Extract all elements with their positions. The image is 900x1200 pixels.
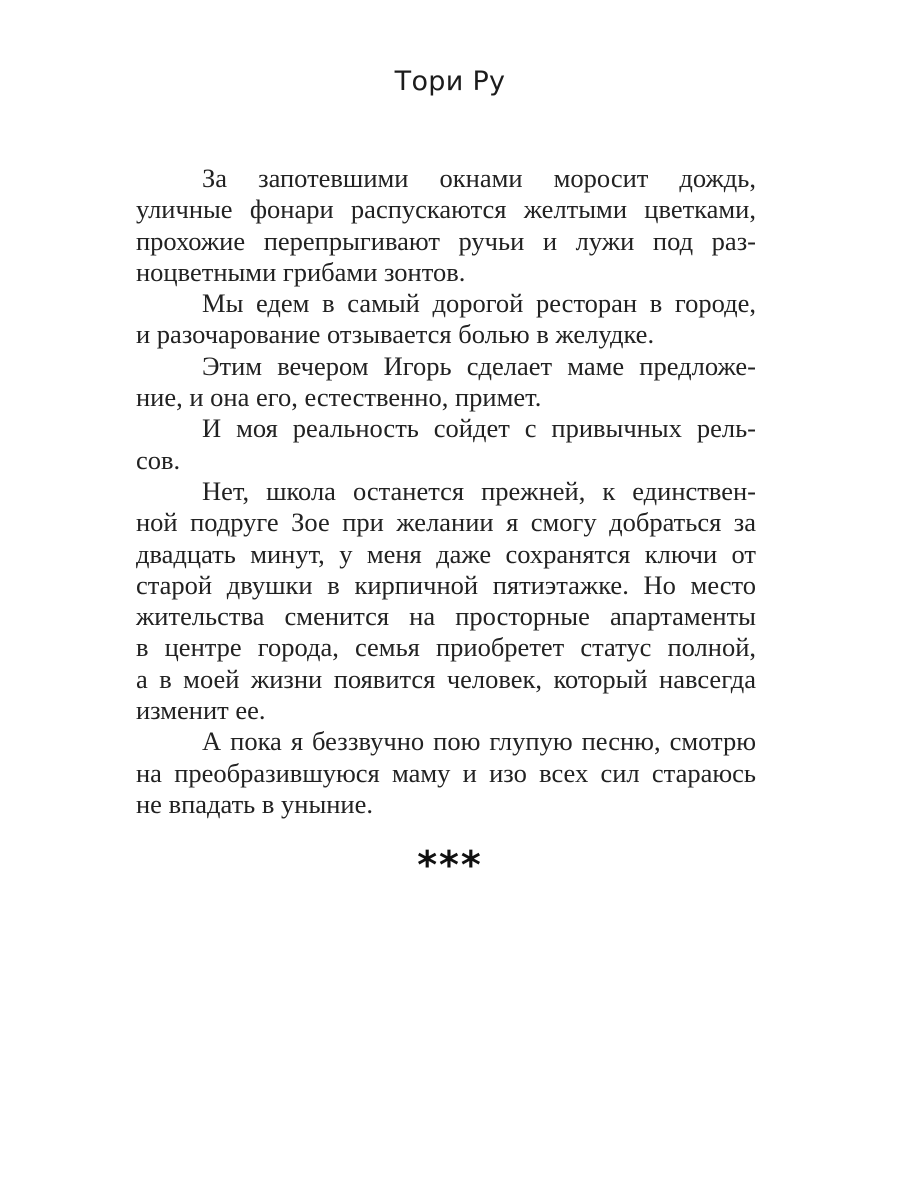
text-line: ние, и она его, естественно, примет.: [136, 382, 542, 413]
text-line: уличные фонари распускаются желтыми цветками,: [136, 194, 756, 225]
text-line: изменит ее.: [136, 695, 266, 726]
text-line: За запотевшими окнами моросит дождь,: [202, 163, 756, 193]
paragraph-5: [136, 476, 756, 726]
text-line: старой двушки в кирпичной пятиэтажке. Но место: [136, 569, 756, 600]
paragraph-3: [136, 351, 756, 414]
text-line: А пока я беззвучно пою глупую песню, смотрю: [202, 726, 756, 757]
text-line: сов.: [136, 444, 181, 475]
paragraph-2: [136, 288, 756, 351]
text-line: и разочарование отзывается болью в желудке.: [136, 319, 655, 350]
text-line: Этим вечером Игорь сделает маме предложе-: [202, 350, 756, 381]
text-line: ной подруге Зое при желании я смогу добраться за: [136, 507, 756, 538]
text-line: жительства сменится на просторные апартаменты: [136, 601, 756, 632]
section-separator: ***: [417, 843, 483, 887]
text-line: не впадать в уныние.: [136, 788, 373, 819]
text-line: И моя реальность сойдет с привычных рель-: [202, 413, 756, 444]
text-line: двадцать минут, у меня даже сохранятся ключи от: [136, 538, 756, 569]
text-line: ноцветными грибами зонтов.: [136, 256, 466, 287]
text-line: на преобразившуюся маму и изо всех сил стараюсь: [136, 757, 756, 788]
paragraph-1: [136, 163, 756, 288]
paragraph-6: [136, 726, 756, 820]
text-line: прохожие перепрыгивают ручьи и лужи под раз-: [136, 225, 756, 256]
text-line: а в моей жизни появится человек, который навсегда: [136, 663, 756, 694]
paragraph-4: [136, 413, 756, 476]
running-header-author: Тори Ру: [394, 66, 506, 97]
text-line: в центре города, семья приобретет статус полной,: [136, 632, 756, 663]
body-text: [136, 163, 756, 820]
text-line: Мы едем в самый дорогой ресторан в городе,: [202, 288, 756, 319]
text-line: Нет, школа останется прежней, к единствен-: [202, 475, 756, 506]
